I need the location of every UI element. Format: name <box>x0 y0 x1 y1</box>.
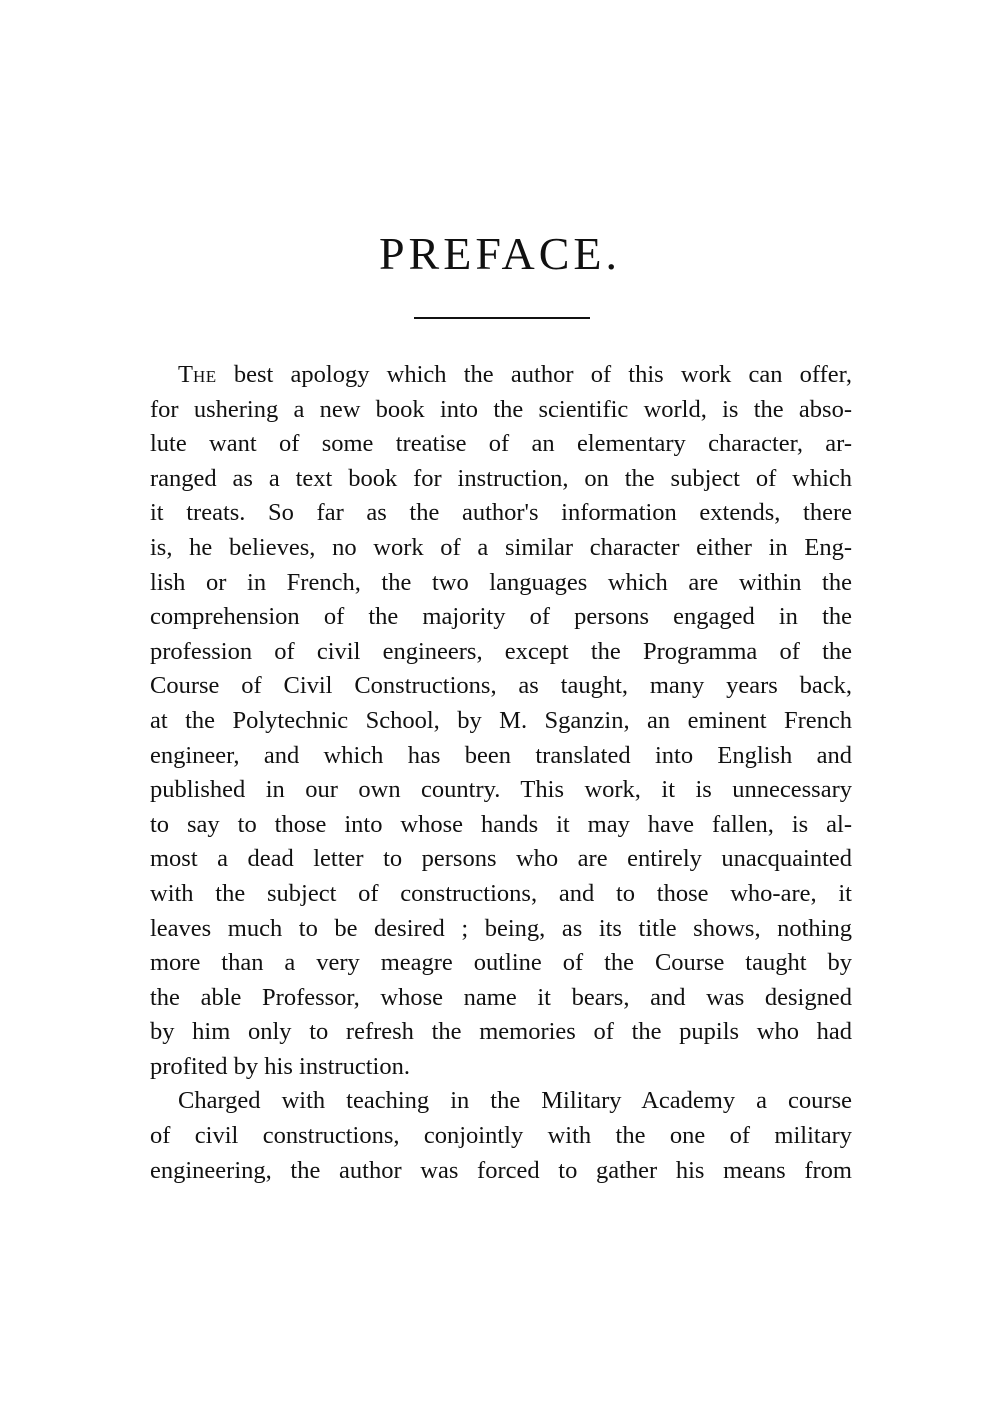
paragraph-1-line-19: the able Professor, whose name it bears, and was designed <box>150 983 852 1011</box>
paragraph-1-line-7: lish or in French, the two languages which are within the <box>150 568 852 596</box>
paragraph-1-line-15: most a dead letter to persons who are entirely unacquainted <box>150 845 852 873</box>
paragraph-2-line-3: engineering, the author was forced to gather his means from <box>150 1156 852 1184</box>
paragraph-1-line-12: engineer, and which has been translated into English and <box>150 741 852 769</box>
title-divider <box>414 317 590 319</box>
paragraph-1-line-4: ranged as a text book for instruction, on the subject of which <box>150 464 852 492</box>
paragraph-1-line-13: published in our own country. This work, it is unnecessary <box>150 776 852 804</box>
paragraph-1-line-6: is, he believes, no work of a similar character either in Eng- <box>150 533 852 561</box>
body-text <box>150 358 852 1188</box>
page-title: PREFACE. <box>378 228 622 279</box>
paragraph-1-line-2: for ushering a new book into the scientific world, is the abso- <box>150 395 852 423</box>
paragraph-1-line-16: with the subject of constructions, and to those who-are, it <box>150 879 852 907</box>
paragraph-1-line-3: lute want of some treatise of an elementary character, ar- <box>150 430 852 458</box>
drop-word-initial: T <box>178 361 193 388</box>
paragraph-1-line-17: leaves much to be desired ; being, as its title shows, nothing <box>150 914 852 942</box>
paragraph-1-line-18: more than a very meagre outline of the Course taught by <box>150 949 852 977</box>
paragraph-1-line-21: profited by his instruction. <box>150 1052 410 1080</box>
drop-word-rest: HE <box>192 367 217 386</box>
paragraph-1-line-5: it treats. So far as the author's information extends, there <box>150 499 852 527</box>
paragraph-1-line-8: comprehension of the majority of persons engaged in the <box>150 603 852 631</box>
paragraph-1-line-11: at the Polytechnic School, by M. Sganzin, an eminent French <box>150 706 852 734</box>
paragraph-2-line-2: of civil constructions, conjointly with the one of military <box>150 1122 852 1150</box>
paragraph-2-line-1: Charged with teaching in the Military Academy a course <box>178 1087 852 1115</box>
paragraph-1-line-9: profession of civil engineers, except the Programma of the <box>150 637 852 665</box>
paragraph-1-line-10: Course of Civil Constructions, as taught, many years back, <box>150 672 852 700</box>
line-text: best apology which the author of this work can offer, <box>216 361 852 388</box>
paragraph-1-line-20: by him only to refresh the memories of the pupils who had <box>150 1018 852 1046</box>
paragraph-1-line-1 <box>150 358 852 393</box>
paragraph-1-line-14: to say to those into whose hands it may have fallen, is al- <box>150 810 852 838</box>
